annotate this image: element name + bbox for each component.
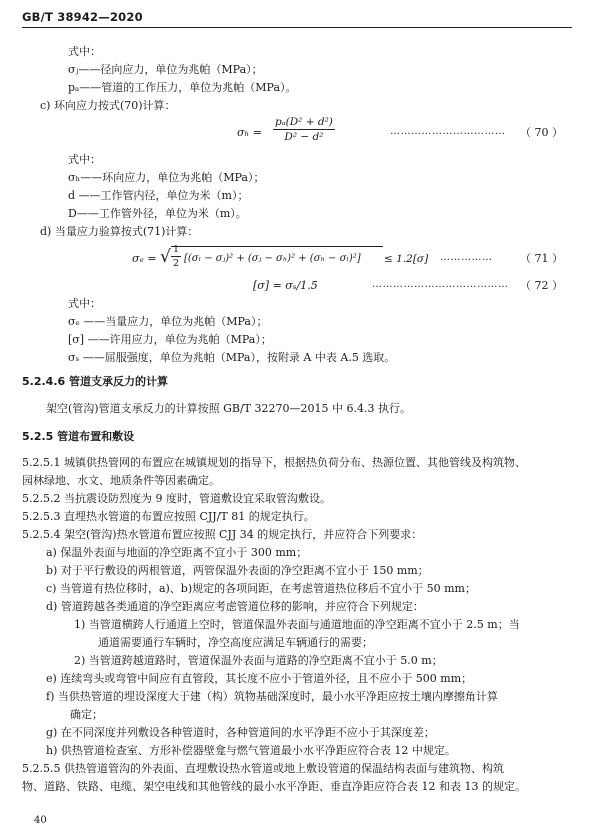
list-item: d) 管道跨越各类通道的净空距离应考虑管道位移的影响，并应符合下列规定：	[46, 600, 424, 613]
text-line: σⱼ——径向应力，单位为兆帕（MPa）；	[68, 63, 263, 76]
list-item: g) 在不同深度并列敷设各种管道时，各种管道间的水平净距不应小于其深度差；	[46, 726, 435, 739]
eq71-half: $\frac{1}{2}$	[173, 244, 180, 269]
list-item: h) 供热管道检查室、方形补偿器壁龛与燃气管道最小水平净距应符合表 12 中规定。	[46, 744, 456, 757]
sqrt-bar	[171, 246, 383, 247]
sub-list-item: 2) 当管道跨越道路时，管道保温外表面与道路的净空距离不宜小于 5.0 m；	[74, 654, 443, 667]
text-line: [σ] ——许用应力，单位为兆帕（MPa）；	[68, 333, 272, 346]
text-line: σₑ ——当量应力，单位为兆帕（MPa）；	[68, 315, 268, 328]
standard-code: GB/T 38942—2020	[22, 10, 143, 24]
eq72-expr: [σ] = σₛ/1.5	[253, 279, 318, 292]
list-item: c) 当管道有热位移时，a)、b)规定的各项间距，在考虑管道热位移后不宜小于 50 mm；	[46, 582, 476, 595]
eq70-lhs: σₕ =	[237, 126, 262, 139]
list-item: f) 当供热管道的埋设深度大于建（构）筑物基础深度时，最小水平净距应按土壤内摩擦角计算	[46, 690, 498, 703]
section-heading-5-2-5: 5.2.5 管道布置和敷设	[22, 430, 135, 443]
text-line: 式中：	[68, 45, 101, 58]
eq72-number: （ 72 ）	[520, 279, 563, 292]
text-line: 5.2.5.1 城镇供热管网的布置应在城镇规划的指导下，根据热负荷分布、热源位置、其他管线及构筑物、	[22, 456, 526, 469]
eq71-number: （ 71 ）	[520, 252, 563, 265]
eq70-fraction	[273, 116, 335, 143]
text-line: 5.2.5.3 直埋热水管道的布置应按照 CJJ/T 81 的规定执行。	[22, 510, 315, 523]
sqrt-symbol: √	[160, 247, 171, 267]
text-line: σₕ——环向应力，单位为兆帕（MPa）；	[68, 171, 265, 184]
page-number: 40	[34, 815, 47, 826]
text-line: 式中：	[68, 297, 101, 310]
text-line: d ——工作管内径，单位为米（m）；	[68, 189, 249, 202]
text-line: 5.2.5.4 架空(管沟)热水管道布置应按照 CJJ 34 的规定执行，并应符合下列要求：	[22, 528, 423, 541]
eq71-lhs: σₑ =	[132, 252, 157, 265]
eq70-numerator: pₐ(D² + d²)	[275, 116, 333, 128]
sub-list-item: 1) 当管道横跨人行通道上空时，管道保温外表面与通道地面的净空距离不宜小于 2.5 m；当	[74, 618, 520, 631]
eq71-rhs: ≤ 1.2[σ]	[384, 253, 429, 265]
list-item-d: d) 当量应力验算按式(71)计算：	[40, 225, 199, 238]
eq70-leader: ……………………………	[390, 126, 506, 137]
eq72-leader: …………………………………	[372, 279, 509, 290]
text-line: 园林绿地、水文、地质条件等因素确定。	[22, 474, 220, 487]
eq71-leader: ……………	[440, 252, 493, 263]
text-line: σₛ ——屈服强度，单位为兆帕（MPa），按附录 A 中表 A.5 选取。	[68, 351, 396, 364]
section-heading-5-2-4-6: 5.2.4.6 管道支承反力的计算	[22, 375, 168, 388]
text-line: D——工作管外径，单位为米（m）。	[68, 207, 247, 220]
list-item: a) 保温外表面与地面的净空距离不宜小于 300 mm；	[46, 546, 308, 559]
eq71-body: [(σₗ − σⱼ)² + (σⱼ − σₕ)² + (σₕ − σₗ)²]	[184, 253, 361, 264]
text-line: pₐ——管道的工作压力，单位为兆帕（MPa）。	[68, 81, 297, 94]
text-line: 5.2.5.5 供热管道管沟的外表面、直埋敷设热水管道或地上敷设管道的保温结构表面与建筑物、构筑	[22, 762, 504, 775]
sub-list-item-cont: 通道需要通行车辆时，净空高度应满足车辆通行的需要；	[98, 636, 373, 649]
eq70-denominator: D² − d²	[284, 131, 324, 143]
list-item: b) 对于平行敷设的两根管道，两管保温外表面的净空距离不宜小于 150 mm；	[46, 564, 429, 577]
eq70-number: （ 70 ）	[520, 126, 563, 139]
text-line: 物、道路、铁路、电缆、架空电线和其他管线的最小水平净距、垂直净距应符合表 12 和表 13 的规定。	[22, 780, 526, 793]
text-line: 式中：	[68, 153, 101, 166]
list-item-c: c) 环向应力按式(70)计算：	[40, 99, 176, 112]
paragraph: 架空(管沟)管道支承反力的计算按照 GB/T 32270—2015 中 6.4.3 执行。	[46, 402, 411, 415]
header-rule	[22, 27, 572, 28]
list-item-cont: 确定；	[70, 708, 103, 721]
list-item: e) 连续弯头或弯管中间应有直管段，其长度不应小于管道外径，且不应小于 500 mm；	[46, 672, 473, 685]
text-line: 5.2.5.2 当抗震设防烈度为 9 度时，管道敷设宜采取管沟敷设。	[22, 492, 331, 505]
